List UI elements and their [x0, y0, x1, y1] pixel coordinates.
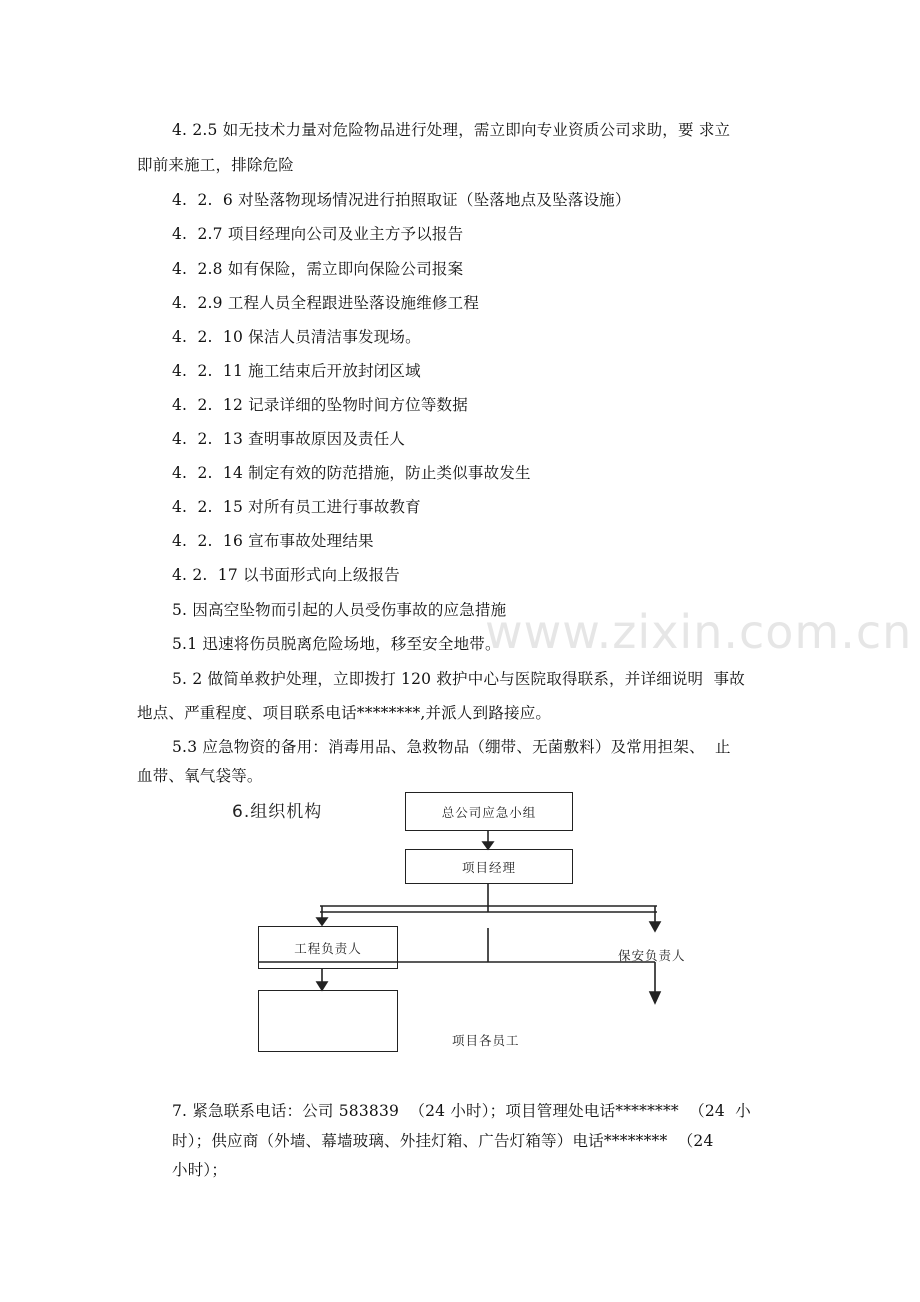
- org-label-security-lead: 保安负责人: [618, 948, 686, 963]
- text-line-4-2-9: 4. 2.9 工程人员全程跟进坠落设施维修工程: [172, 294, 480, 312]
- text-line-4-2-5: 4. 2.5 如无技术力量对危险物品进行处理，需立即向专业资质公司求助，要 求立: [172, 121, 731, 139]
- text-line-7-cont1: 时）；供应商（外墙、幕墙玻璃、外挂灯箱、广告灯箱等）电话******** （24: [172, 1132, 714, 1150]
- text-line-4-2-15: 4. 2. 15 对所有员工进行事故教育: [172, 498, 421, 516]
- org-box-staff: [258, 990, 398, 1052]
- text-line-4-2-5-cont: 即前来施工，排除危险: [137, 156, 295, 174]
- org-box-head-office: 总公司应急小组: [405, 792, 573, 831]
- section-heading-5: 5. 因高空坠物而引起的人员受伤事故的应急措施: [172, 601, 507, 619]
- text-line-4-2-8: 4. 2.8 如有保险，需立即向保险公司报案: [172, 260, 464, 278]
- org-box-project-manager: 项目经理: [405, 849, 573, 884]
- text-line-5-2-cont: 地点、严重程度、项目联系电话********,并派人到路接应。: [137, 704, 552, 722]
- text-line-4-2-16: 4. 2. 16 宣布事故处理结果: [172, 532, 374, 550]
- text-line-4-2-10: 4. 2. 10 保洁人员清洁事发现场。: [172, 328, 421, 346]
- org-label-project-staff: 项目各员工: [452, 1033, 520, 1048]
- text-line-5-1: 5.1 迅速将伤员脱离危险场地，移至安全地带。: [172, 635, 501, 653]
- text-line-4-2-14: 4. 2. 14 制定有效的防范措施，防止类似事故发生: [172, 464, 531, 482]
- text-line-4-2-12: 4. 2. 12 记录详细的坠物时间方位等数据: [172, 396, 468, 414]
- text-line-4-2-17: 4. 2. 17 以书面形式向上级报告: [172, 566, 401, 584]
- watermark: www.zixin.com.cn: [485, 605, 913, 659]
- org-box-engineering-lead: 工程负责人: [258, 926, 398, 969]
- text-line-4-2-6: 4. 2. 6 对坠落物现场情况进行拍照取证（坠落地点及坠落设施）: [172, 191, 631, 209]
- org-chart-title: 6.组织机构: [232, 802, 323, 822]
- text-line-5-3: 5.3 应急物资的备用：消毒用品、急救物品（绷带、无菌敷料）及常用担架、 止: [172, 738, 731, 756]
- text-line-4-2-7: 4. 2.7 项目经理向公司及业主方予以报告: [172, 225, 464, 243]
- text-line-4-2-11: 4. 2. 11 施工结束后开放封闭区域: [172, 362, 421, 380]
- text-line-7-cont2: 小时）；: [172, 1161, 228, 1179]
- text-line-5-2: 5. 2 做简单救护处理，立即拨打 120 救护中心与医院取得联系，并详细说明 事故: [172, 670, 745, 688]
- text-line-4-2-13: 4. 2. 13 查明事故原因及责任人: [172, 430, 406, 448]
- text-line-7: 7. 紧急联系电话：公司 583839 （24 小时）；项目管理处电话******** （24 小: [172, 1102, 751, 1120]
- text-line-5-3-cont: 血带、氧气袋等。: [137, 767, 263, 785]
